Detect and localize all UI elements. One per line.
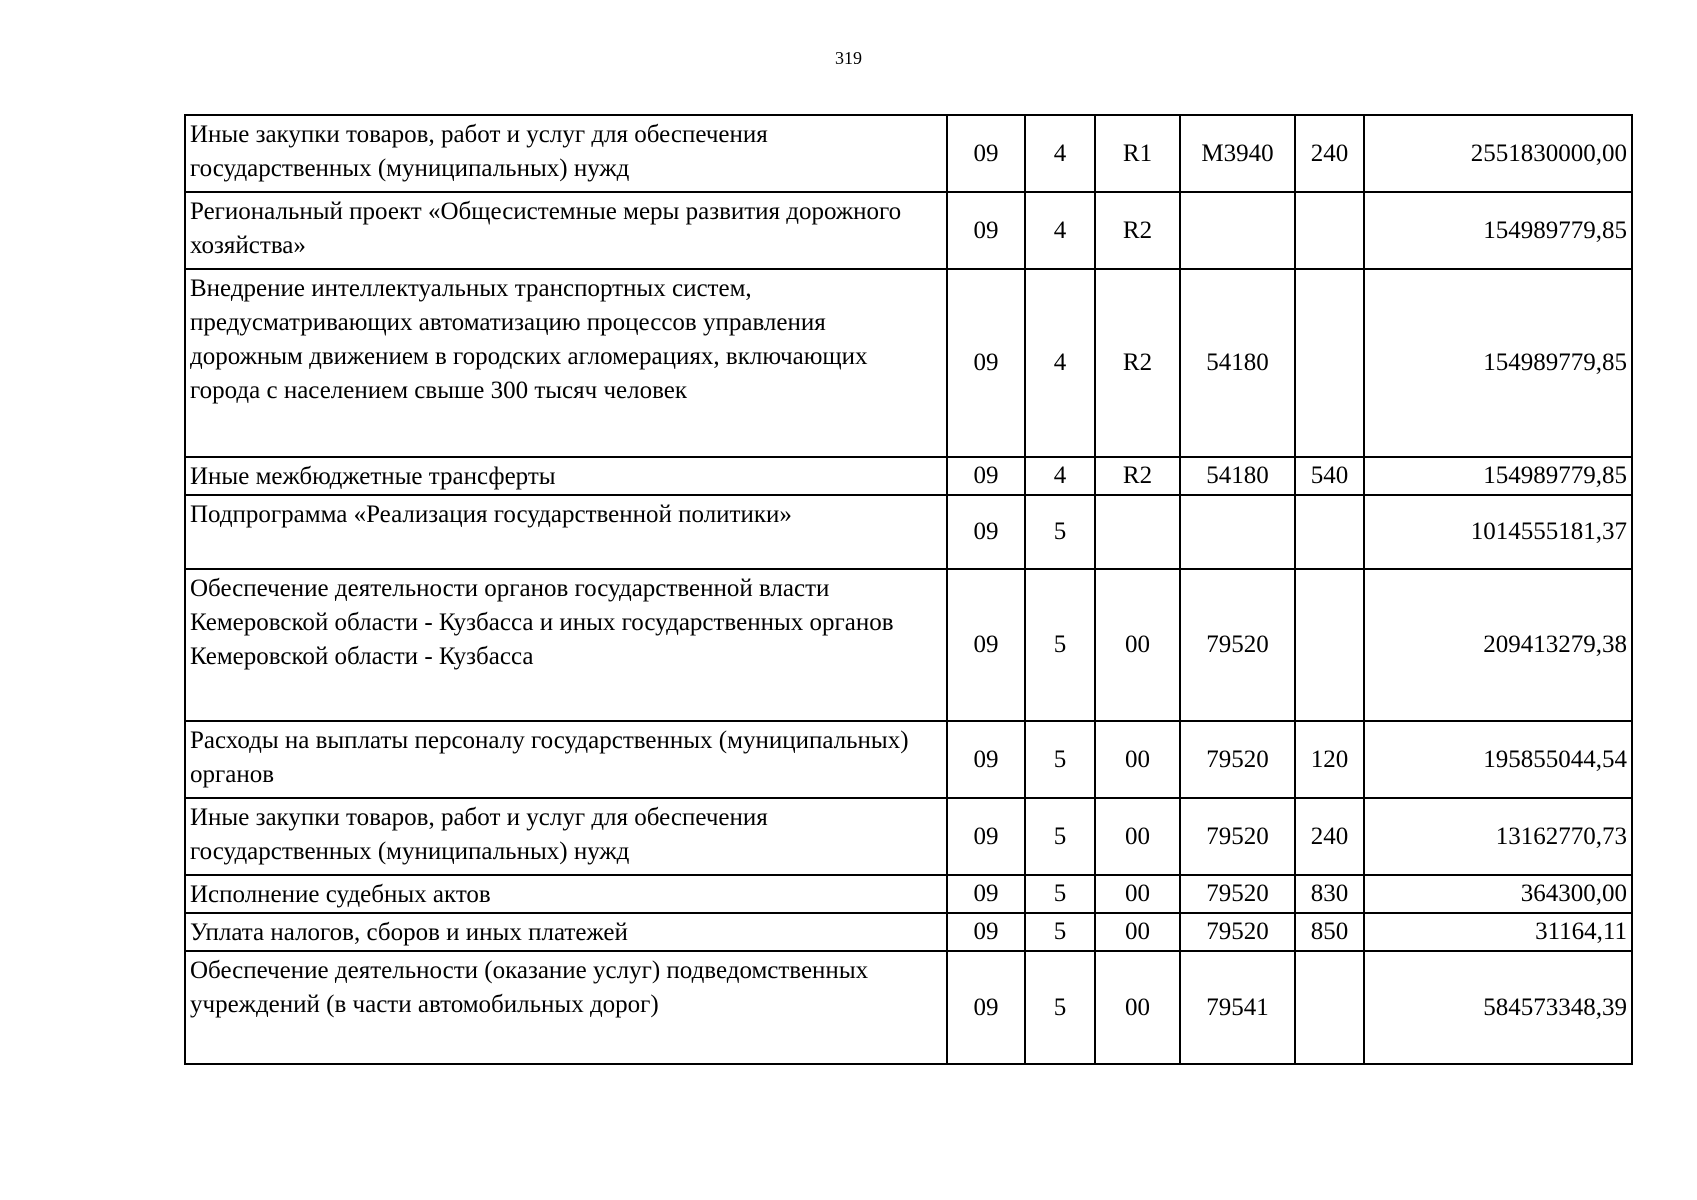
row-section: 09	[947, 951, 1025, 1064]
row-direction: 79520	[1180, 913, 1295, 951]
row-subprogram: 5	[1025, 495, 1095, 569]
row-expense-type	[1295, 951, 1364, 1064]
table-row	[185, 495, 1632, 569]
row-amount: 2551830000,00	[1364, 115, 1632, 192]
row-section: 09	[947, 192, 1025, 269]
row-expense-type	[1295, 192, 1364, 269]
row-name: Иные закупки товаров, работ и услуг для обеспечения государственных (муниципальных) нужд	[185, 798, 947, 875]
row-expense-type: 240	[1295, 798, 1364, 875]
budget-table	[184, 114, 1633, 1065]
row-subprogram: 4	[1025, 269, 1095, 457]
row-amount: 13162770,73	[1364, 798, 1632, 875]
row-section: 09	[947, 798, 1025, 875]
row-amount: 154989779,85	[1364, 269, 1632, 457]
row-name: Иные закупки товаров, работ и услуг для обеспечения государственных (муниципальных) нужд	[185, 115, 947, 192]
row-subprogram: 5	[1025, 913, 1095, 951]
row-amount: 209413279,38	[1364, 569, 1632, 721]
table-row	[185, 569, 1632, 721]
row-program: R2	[1095, 269, 1180, 457]
row-direction: 79520	[1180, 798, 1295, 875]
row-program: 00	[1095, 721, 1180, 798]
row-section: 09	[947, 913, 1025, 951]
row-subprogram: 5	[1025, 875, 1095, 913]
row-amount: 154989779,85	[1364, 192, 1632, 269]
row-direction: 54180	[1180, 269, 1295, 457]
row-expense-type: 850	[1295, 913, 1364, 951]
row-expense-type: 830	[1295, 875, 1364, 913]
row-name: Обеспечение деятельности (оказание услуг) подведомственных учреждений (в части автомобильных дорог)	[185, 951, 947, 1064]
row-name: Исполнение судебных актов	[185, 875, 947, 913]
row-direction	[1180, 495, 1295, 569]
row-subprogram: 4	[1025, 457, 1095, 495]
row-direction: 79520	[1180, 721, 1295, 798]
row-subprogram: 4	[1025, 115, 1095, 192]
row-name: Иные межбюджетные трансферты	[185, 457, 947, 495]
row-expense-type	[1295, 495, 1364, 569]
row-program: 00	[1095, 569, 1180, 721]
row-section: 09	[947, 569, 1025, 721]
row-expense-type	[1295, 269, 1364, 457]
table-row	[185, 269, 1632, 457]
row-amount: 195855044,54	[1364, 721, 1632, 798]
row-name: Региональный проект «Общесистемные меры развития дорожного хозяйства»	[185, 192, 947, 269]
row-program: 00	[1095, 798, 1180, 875]
row-direction	[1180, 192, 1295, 269]
row-program: R1	[1095, 115, 1180, 192]
row-section: 09	[947, 495, 1025, 569]
table-row	[185, 913, 1632, 951]
row-subprogram: 4	[1025, 192, 1095, 269]
row-name: Расходы на выплаты персоналу государственных (муниципальных) органов	[185, 721, 947, 798]
row-expense-type	[1295, 569, 1364, 721]
row-expense-type: 540	[1295, 457, 1364, 495]
table-row	[185, 951, 1632, 1064]
row-amount: 1014555181,37	[1364, 495, 1632, 569]
row-amount: 31164,11	[1364, 913, 1632, 951]
row-program	[1095, 495, 1180, 569]
row-program: 00	[1095, 875, 1180, 913]
row-subprogram: 5	[1025, 569, 1095, 721]
row-section: 09	[947, 721, 1025, 798]
row-section: 09	[947, 875, 1025, 913]
row-direction: 79541	[1180, 951, 1295, 1064]
table-row	[185, 192, 1632, 269]
row-name: Внедрение интеллектуальных транспортных систем, предусматривающих автоматизацию процессов управления дорожным движением в городских агломерациях, включающих города с населением свыше 300 тысяч человек	[185, 269, 947, 457]
page-number: 319	[835, 48, 862, 68]
row-subprogram: 5	[1025, 721, 1095, 798]
row-direction: 54180	[1180, 457, 1295, 495]
table-row	[185, 457, 1632, 495]
row-direction: 79520	[1180, 875, 1295, 913]
row-name: Подпрограмма «Реализация государственной политики»	[185, 495, 947, 569]
table-row	[185, 721, 1632, 798]
row-amount: 154989779,85	[1364, 457, 1632, 495]
row-section: 09	[947, 269, 1025, 457]
row-name: Обеспечение деятельности органов государственной власти Кемеровской области - Кузбасса и иных государственных органов Кемеровской области - Кузбасса	[185, 569, 947, 721]
row-expense-type: 240	[1295, 115, 1364, 192]
table-row	[185, 875, 1632, 913]
table-row	[185, 798, 1632, 875]
row-subprogram: 5	[1025, 951, 1095, 1064]
row-amount: 364300,00	[1364, 875, 1632, 913]
row-direction: M3940	[1180, 115, 1295, 192]
row-expense-type: 120	[1295, 721, 1364, 798]
row-section: 09	[947, 457, 1025, 495]
row-direction: 79520	[1180, 569, 1295, 721]
row-amount: 584573348,39	[1364, 951, 1632, 1064]
row-program: R2	[1095, 457, 1180, 495]
row-section: 09	[947, 115, 1025, 192]
row-program: 00	[1095, 913, 1180, 951]
table-row	[185, 115, 1632, 192]
row-program: R2	[1095, 192, 1180, 269]
row-subprogram: 5	[1025, 798, 1095, 875]
row-name: Уплата налогов, сборов и иных платежей	[185, 913, 947, 951]
row-program: 00	[1095, 951, 1180, 1064]
